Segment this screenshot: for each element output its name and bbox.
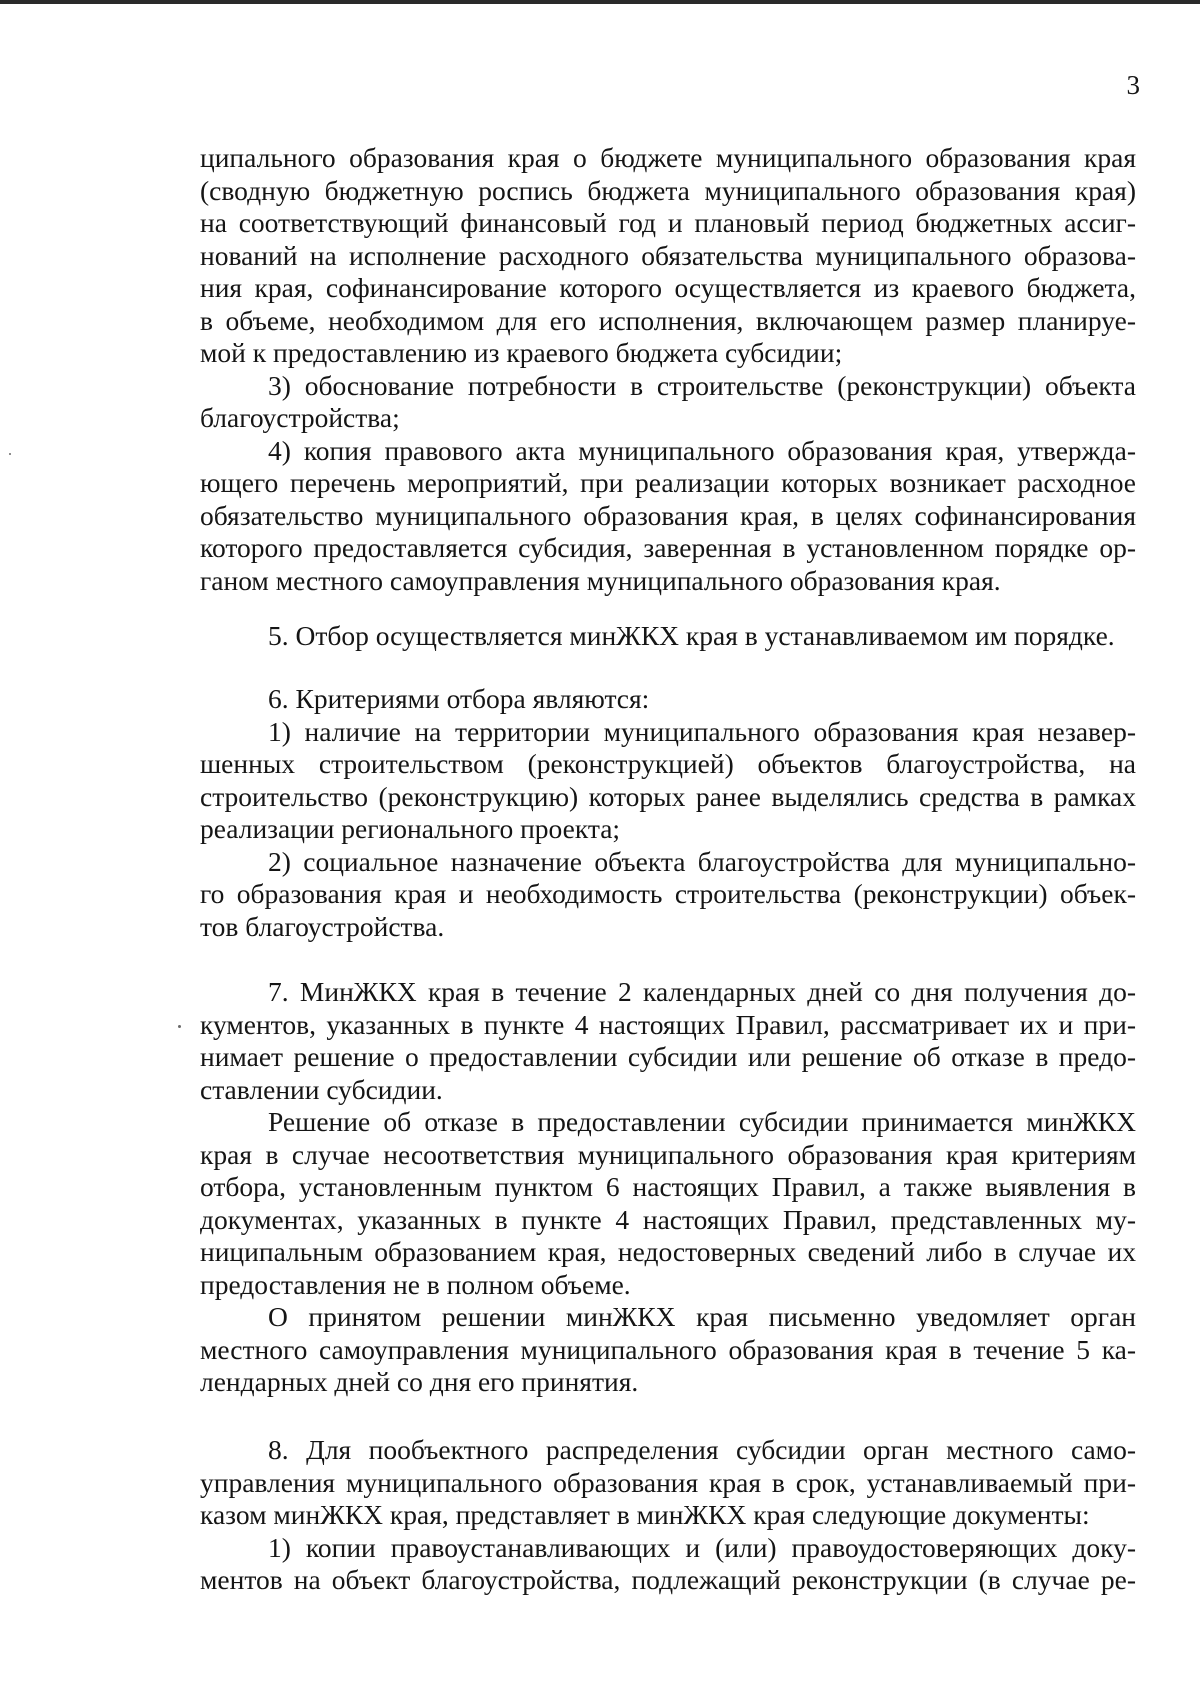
text-line: ментов на объект благоустройства, подлежащий реконструкции (в случае ре- bbox=[200, 1564, 1136, 1595]
text-line: нований на исполнение расходного обязательства муниципального образова- bbox=[200, 239, 1136, 271]
text-line: (сводную бюджетную роспись бюджета муниципального образования края) bbox=[200, 174, 1136, 206]
text-line: 7. МинЖКХ края в течение 2 календарных дней со дня получения до- bbox=[268, 976, 1136, 1007]
paragraph-block-distribution bbox=[200, 1434, 1136, 1597]
text-line: ганом местного самоуправления муниципального образования края. bbox=[200, 564, 1001, 596]
text-line: нимает решение о предоставлении субсидии или решение об отказе в предо- bbox=[200, 1041, 1136, 1072]
text-line: строительство (реконструкцию) которых ранее выделялись средства в рамках bbox=[200, 780, 1136, 812]
text-line: ставлении субсидии. bbox=[200, 1073, 443, 1105]
text-line: мой к предоставлению из краевого бюджета субсидии; bbox=[200, 337, 843, 368]
text-line: местного самоуправления муниципального образования края в течение 5 ка- bbox=[200, 1333, 1136, 1365]
text-line: предоставления не в полном объеме. bbox=[200, 1268, 631, 1300]
text-line: казом минЖКХ края, представляет в минЖКХ края следующие документы: bbox=[200, 1499, 1090, 1530]
text-line: 8. Для пообъектного распределения субсидии орган местного само- bbox=[268, 1434, 1136, 1465]
paragraph-block-financing bbox=[200, 142, 1136, 597]
text-line: 4) копия правового акта муниципального образования края, утвержда- bbox=[268, 434, 1136, 466]
text-line: реализации регионального проекта; bbox=[200, 813, 621, 844]
text-line: документах, указанных в пункте 4 настоящих Правил, представленных му- bbox=[200, 1203, 1136, 1235]
text-line: в объеме, необходимом для его исполнения, включающем размер планируе- bbox=[200, 304, 1136, 336]
text-line: 5. Отбор осуществляется минЖКХ края в устанавливаемом им порядке. bbox=[268, 620, 1115, 651]
text-line: кументов, указанных в пункте 4 настоящих Правил, рассматривает их и при- bbox=[200, 1008, 1136, 1040]
text-line: отбора, установленным пунктом 6 настоящих Правил, а также выявления в bbox=[200, 1171, 1136, 1202]
scan-speck bbox=[178, 1025, 181, 1028]
text-line: ющего перечень мероприятий, при реализации которых возникает расходное bbox=[200, 467, 1136, 498]
text-line: лендарных дней со дня его принятия. bbox=[200, 1366, 639, 1397]
paragraph-block-decision bbox=[200, 976, 1136, 1399]
top-edge-rule bbox=[0, 0, 1200, 4]
text-line: го образования края и необходимость строительства (реконструкции) объек- bbox=[200, 878, 1136, 909]
text-line: края в случае несоответствия муниципального образования края критериям bbox=[200, 1138, 1136, 1170]
text-line: ниципальным образованием края, недостоверных сведений либо в случае их bbox=[200, 1236, 1136, 1267]
scan-speck bbox=[9, 453, 11, 455]
text-line: которого предоставляется субсидия, заверенная в установленном порядке ор- bbox=[200, 532, 1136, 563]
text-line: 3) обоснование потребности в строительстве (реконструкции) объекта bbox=[268, 369, 1136, 401]
text-line: на соответствующий финансовый год и плановый период бюджетных ассиг- bbox=[200, 207, 1136, 238]
text-line: шенных строительством (реконструкцией) объектов благоустройства, на bbox=[200, 748, 1136, 779]
text-line: тов благоустройства. bbox=[200, 910, 445, 942]
text-line: ния края, софинансирование которого осуществляется из краевого бюджета, bbox=[200, 272, 1136, 303]
text-line: обязательство муниципального образования края, в целях софинансирования bbox=[200, 499, 1136, 531]
text-line: Решение об отказе в предоставлении субсидии принимается минЖКХ bbox=[268, 1106, 1136, 1137]
paragraph-block-selection bbox=[200, 620, 1136, 653]
text-line: благоустройства; bbox=[200, 402, 400, 433]
text-line: ципального образования края о бюджете муниципального образования края bbox=[200, 142, 1136, 173]
text-line: 1) копии правоустанавливающих и (или) правоудостоверяющих доку- bbox=[268, 1531, 1136, 1563]
text-line: управления муниципального образования края в срок, устанавливаемый при- bbox=[200, 1466, 1136, 1498]
text-line: 2) социальное назначение объекта благоустройства для муниципально- bbox=[268, 845, 1136, 877]
paragraph-block-criteria bbox=[200, 683, 1136, 943]
text-line: 1) наличие на территории муниципального образования края незавер- bbox=[268, 715, 1136, 747]
text-line: О принятом решении минЖКХ края письменно уведомляет орган bbox=[268, 1301, 1136, 1332]
text-line: 6. Критериями отбора являются: bbox=[268, 683, 650, 714]
page-number: 3 bbox=[1126, 70, 1140, 100]
